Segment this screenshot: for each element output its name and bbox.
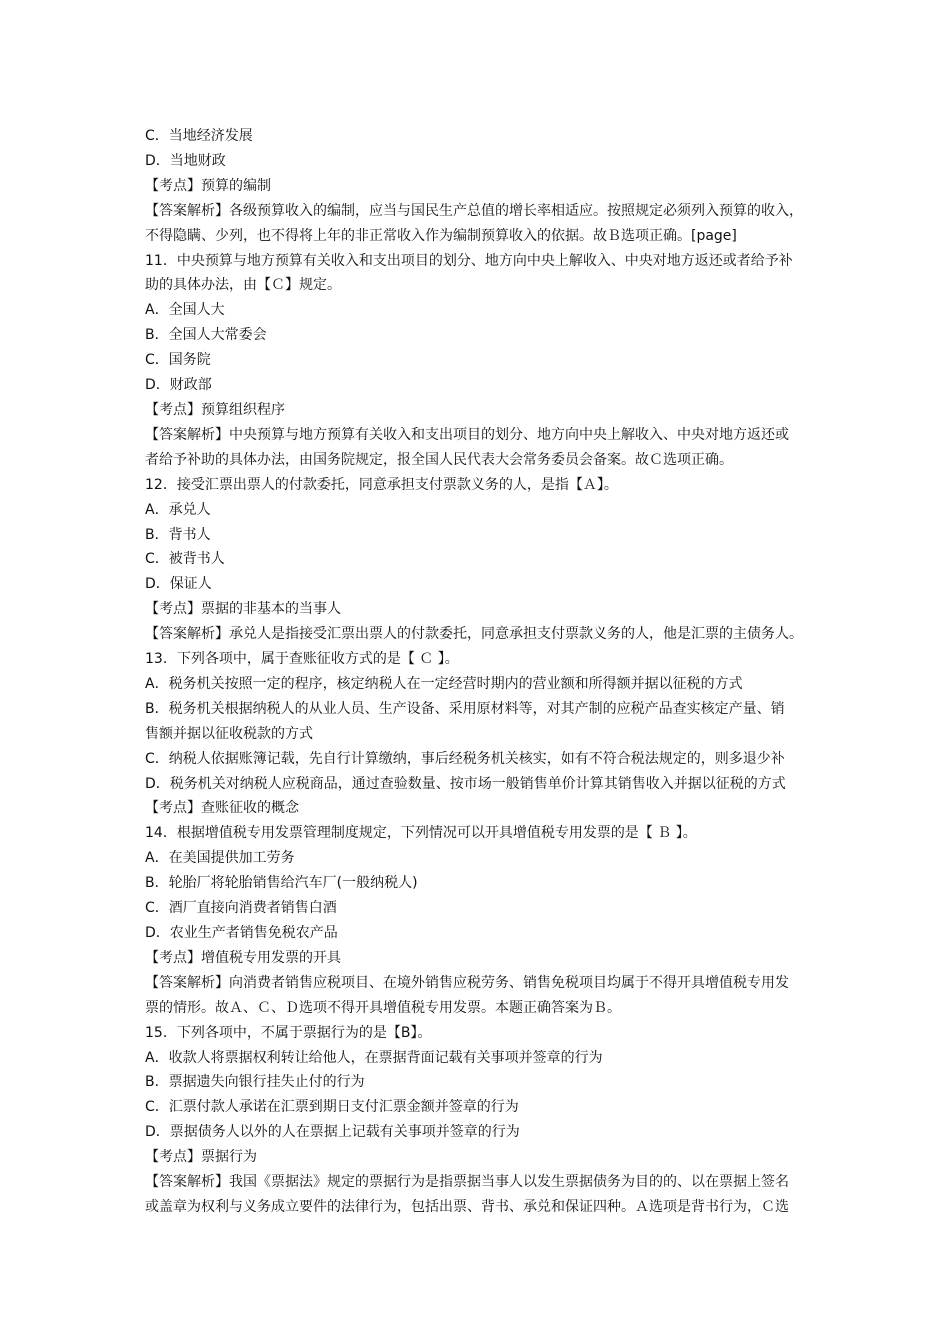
- text-line: B．全国人大常委会: [145, 327, 267, 344]
- text-line: 售额并据以征收税款的方式: [145, 725, 313, 742]
- text-line: C．国务院: [145, 352, 211, 369]
- text-line: B．背书人: [145, 526, 211, 543]
- text-line: C．汇票付款人承诺在汇票到期日支付汇票金额并签章的行为: [145, 1099, 519, 1116]
- text-line: D．税务机关对纳税人应税商品，通过查验数量、按市场一般销售单价计算其销售收入并据以征税的方式: [145, 775, 786, 792]
- text-line: C．纳税人依据账簿记载，先自行计算缴纳，事后经税务机关核实，如有不符合税法规定的，则多退少补: [145, 750, 785, 767]
- text-line: C．被背书人: [145, 551, 225, 568]
- text-line: B．税务机关根据纳税人的从业人员、生产设备、采用原材料等，对其产制的应税产品查实核定产量、销: [145, 700, 785, 717]
- text-line: 15．下列各项中，不属于票据行为的是【B】。: [145, 1024, 432, 1041]
- text-line: 【考点】查账征收的概念: [145, 800, 299, 817]
- text-line: 助的具体办法，由【Ｃ】规定。: [145, 277, 341, 294]
- text-line: D．保证人: [145, 576, 212, 593]
- text-line: 13．下列各项中，属于查账征收方式的是【 Ｃ 】。: [145, 651, 459, 668]
- text-line: D．当地财政: [145, 152, 226, 169]
- text-line: 票的情形。故Ａ、Ｃ、Ｄ选项不得开具增值税专用发票。本题正确答案为Ｂ。: [145, 999, 621, 1016]
- text-line: A．承兑人: [145, 501, 211, 518]
- text-line: B．轮胎厂将轮胎销售给汽车厂(一般纳税人): [145, 875, 418, 892]
- text-line: 【考点】票据的非基本的当事人: [145, 601, 341, 618]
- text-line: 或盖章为权利与义务成立要件的法律行为，包括出票、背书、承兑和保证四种。Ａ选项是背书行为，Ｃ选: [145, 1198, 789, 1215]
- text-line: C．当地经济发展: [145, 128, 253, 144]
- text-line: 【考点】增值税专用发票的开具: [145, 949, 341, 966]
- text-line: C．酒厂直接向消费者销售白酒: [145, 900, 337, 917]
- text-line: 不得隐瞒、少列，也不得将上年的非正常收入作为编制预算收入的依据。故Ｂ选项正确。[page]: [145, 227, 737, 244]
- text-line: 【答案解析】中央预算与地方预算有关收入和支出项目的划分、地方向中央上解收入、中央对地方返还或: [145, 426, 789, 443]
- text-line: B．票据遗失向银行挂失止付的行为: [145, 1074, 365, 1091]
- text-line: 【答案解析】我国《票据法》规定的票据行为是指票据当事人以发生票据债务为目的的、以在票据上签名: [145, 1174, 789, 1191]
- text-line: A．收款人将票据权利转让给他人，在票据背面记载有关事项并签章的行为: [145, 1049, 603, 1066]
- text-line: A．在美国提供加工劳务: [145, 850, 295, 867]
- text-line: 【答案解析】向消费者销售应税项目、在境外销售应税劳务、销售免税项目均属于不得开具增值税专用发: [145, 974, 789, 991]
- document-body: [145, 124, 813, 1220]
- text-line: 11．中央预算与地方预算有关收入和支出项目的划分、地方向中央上解收入、中央对地方返还或者给予补: [145, 252, 793, 269]
- text-line: 【考点】预算的编制: [145, 177, 271, 194]
- text-line: 【考点】票据行为: [145, 1149, 257, 1166]
- text-line: A．税务机关按照一定的程序，核定纳税人在一定经营时期内的营业额和所得额并据以征税的方式: [145, 675, 743, 692]
- text-line: 14．根据增值税专用发票管理制度规定，下列情况可以开具增值税专用发票的是【 Ｂ 】。: [145, 825, 697, 842]
- text-line: D．财政部: [145, 377, 212, 394]
- text-line: 【考点】预算组织程序: [145, 401, 285, 418]
- text-line: 【答案解析】承兑人是指接受汇票出票人的付款委托，同意承担支付票款义务的人，他是汇票的主债务人。: [145, 626, 803, 643]
- text-line: D．农业生产者销售免税农产品: [145, 925, 338, 941]
- text-line: A．全国人大: [145, 302, 225, 319]
- text-line: 【答案解析】各级预算收入的编制，应当与国民生产总值的增长率相适应。按照规定必须列入预算的收入，: [145, 202, 803, 219]
- text-line: 者给予补助的具体办法，由国务院规定，报全国人民代表大会常务委员会备案。故Ｃ选项正确。: [145, 451, 733, 468]
- text-line: D．票据债务人以外的人在票据上记载有关事项并签章的行为: [145, 1124, 520, 1141]
- text-line: 12．接受汇票出票人的付款委托，同意承担支付票款义务的人，是指【Ａ】。: [145, 476, 618, 493]
